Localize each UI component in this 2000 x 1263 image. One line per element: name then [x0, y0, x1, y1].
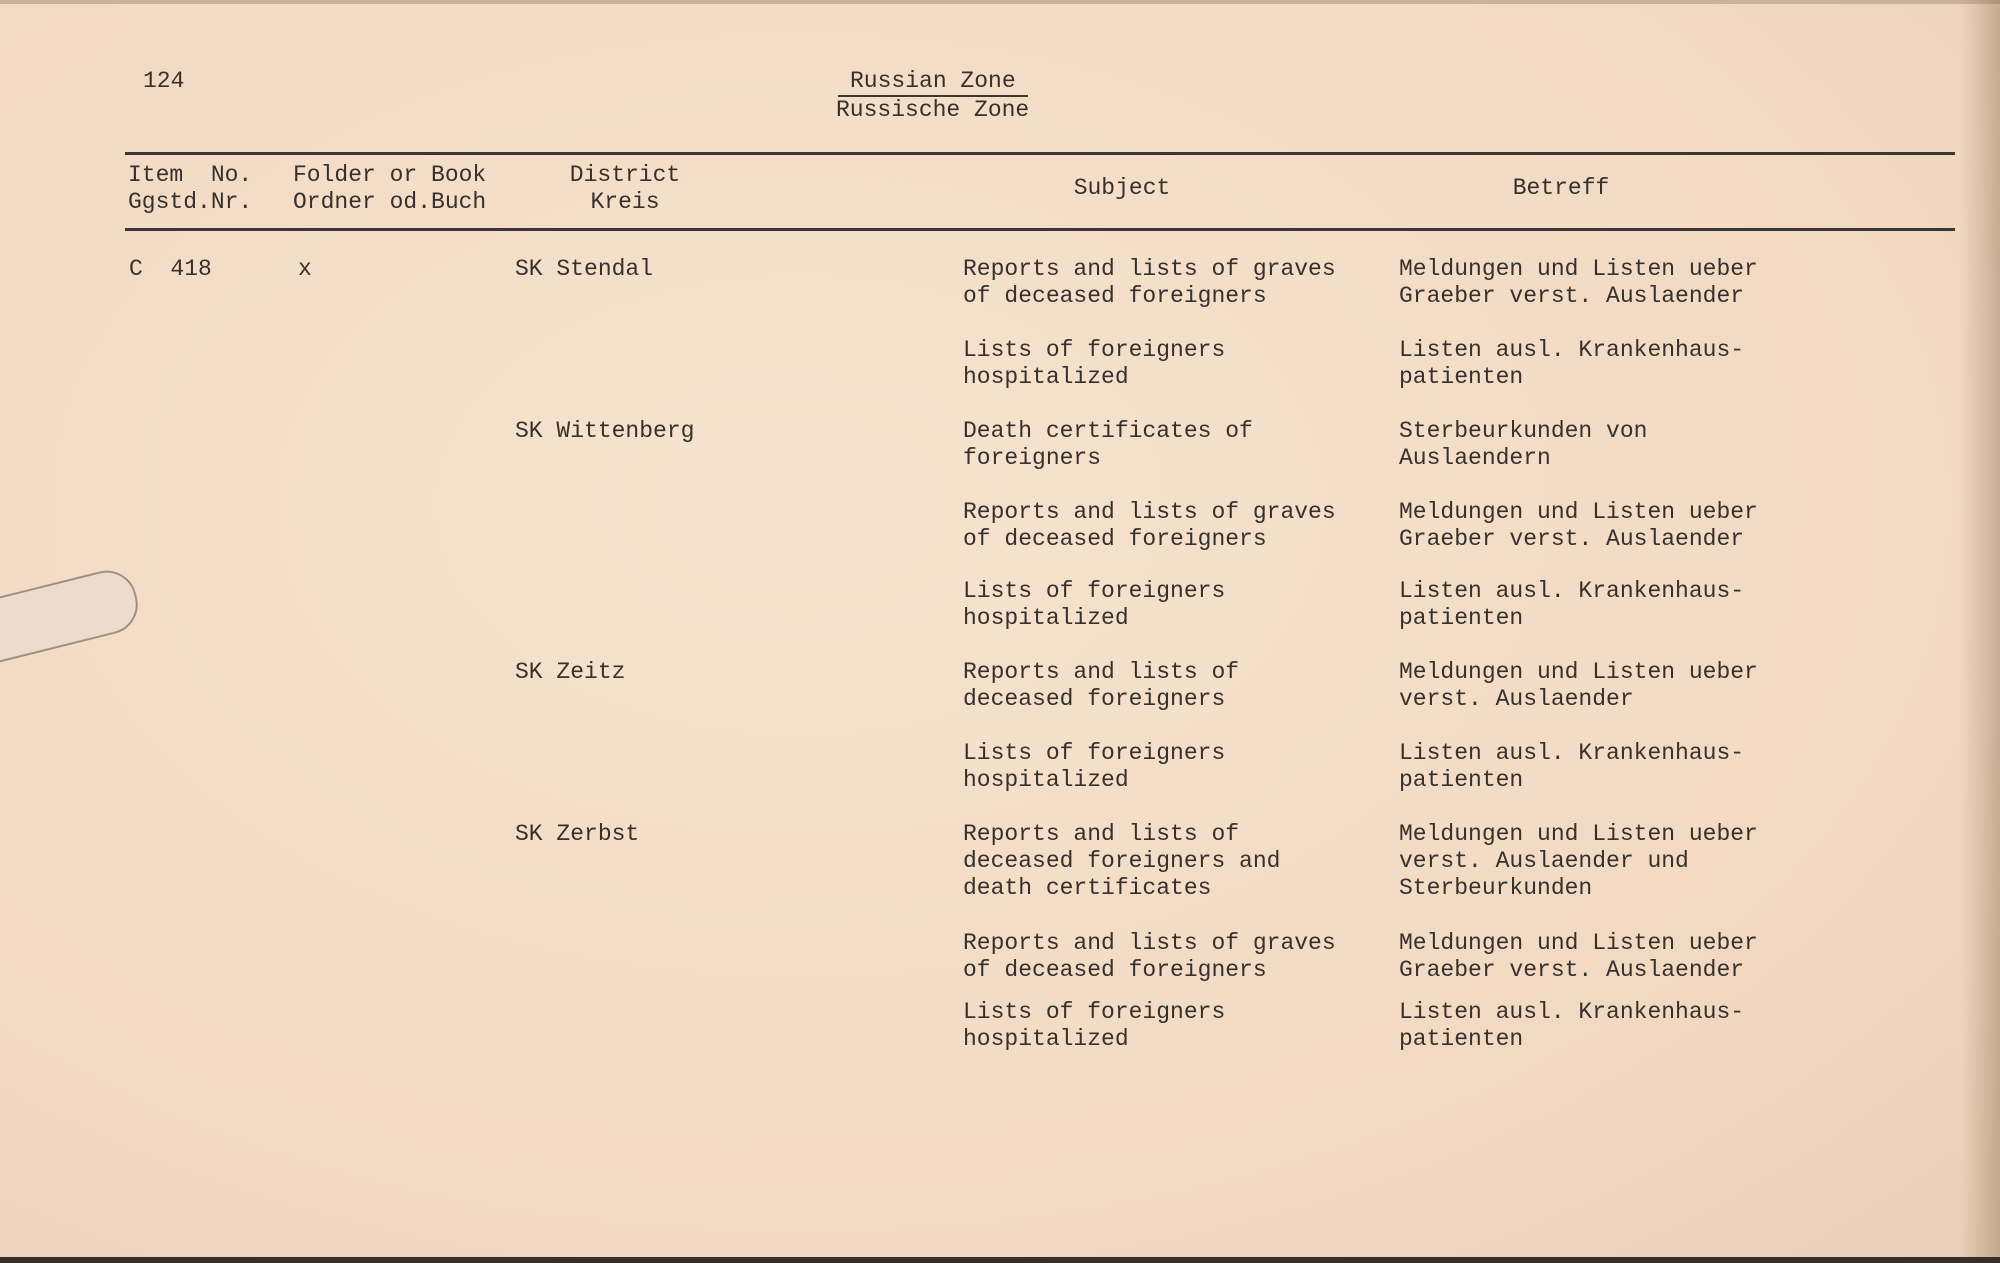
betreff-cell: Meldungen und Listen ueber verst. Auslaender und Sterbeurkunden [1399, 821, 1758, 901]
betreff-cell: Listen ausl. Krankenhaus- patienten [1399, 999, 1745, 1052]
subject-cell: Reports and lists of graves of deceased foreigners [963, 499, 1336, 552]
subject-cell: Death certificates of foreigners [963, 418, 1253, 471]
district-name: SK Zeitz [515, 659, 626, 685]
column-header-betreff: Betreff [1512, 175, 1610, 201]
subject-cell: Reports and lists of deceased foreigners [963, 659, 1240, 712]
column-header-folder [293, 162, 486, 216]
page-subtitle: Russische Zone [836, 97, 1030, 123]
betreff-cell: Meldungen und Listen ueber verst. Auslaender [1399, 659, 1758, 712]
subject-cell: Lists of foreigners hospitalized [963, 999, 1226, 1052]
subject-cell: Lists of foreigners hospitalized [963, 578, 1226, 631]
page-top-edge [0, 0, 2000, 4]
betreff-cell: Meldungen und Listen ueber Graeber verst. Auslaender [1399, 930, 1758, 983]
betreff-cell: Meldungen und Listen ueber Graeber verst. Auslaender [1399, 499, 1758, 552]
subject-cell: Reports and lists of graves of deceased foreigners [963, 256, 1336, 309]
column-header-district-en: District [569, 162, 681, 188]
column-header-item-de: Ggstd.Nr. [128, 189, 253, 215]
subject-cell: Reports and lists of deceased foreigners and death certificates [963, 821, 1281, 901]
column-header-item [128, 162, 252, 216]
betreff-cell: Listen ausl. Krankenhaus- patienten [1399, 337, 1745, 390]
betreff-cell: Meldungen und Listen ueber Graeber verst. Auslaender [1399, 256, 1758, 309]
district-name: SK Wittenberg [515, 418, 695, 444]
page-title: Russian Zone [838, 68, 1028, 97]
subject-cell: Lists of foreigners hospitalized [963, 337, 1226, 390]
page-binding-shadow [1960, 0, 2000, 1263]
bookmark-tab [0, 564, 144, 669]
page-bottom-edge [0, 1257, 2000, 1263]
column-header-district [560, 162, 690, 216]
district-name: SK Zerbst [515, 821, 640, 847]
betreff-cell: Listen ausl. Krankenhaus- patienten [1399, 578, 1745, 631]
column-header-folder-de: Ordner od.Buch [293, 189, 487, 215]
district-name: SK Stendal [515, 256, 654, 282]
column-header-folder-en: Folder or Book [293, 162, 487, 188]
item-number: C 418 [129, 256, 212, 282]
header-bottom-rule [125, 228, 1955, 231]
column-header-district-de: Kreis [590, 189, 660, 215]
column-header-item-en: Item No. [128, 162, 253, 188]
betreff-cell: Listen ausl. Krankenhaus- patienten [1399, 740, 1745, 793]
page-number: 124 [143, 68, 185, 94]
subject-cell: Reports and lists of graves of deceased foreigners [963, 930, 1336, 983]
header-top-rule [125, 152, 1955, 155]
folder-mark: x [298, 256, 312, 282]
column-header-subject: Subject [1073, 175, 1171, 201]
betreff-cell: Sterbeurkunden von Auslaendern [1399, 418, 1648, 471]
subject-cell: Lists of foreigners hospitalized [963, 740, 1226, 793]
